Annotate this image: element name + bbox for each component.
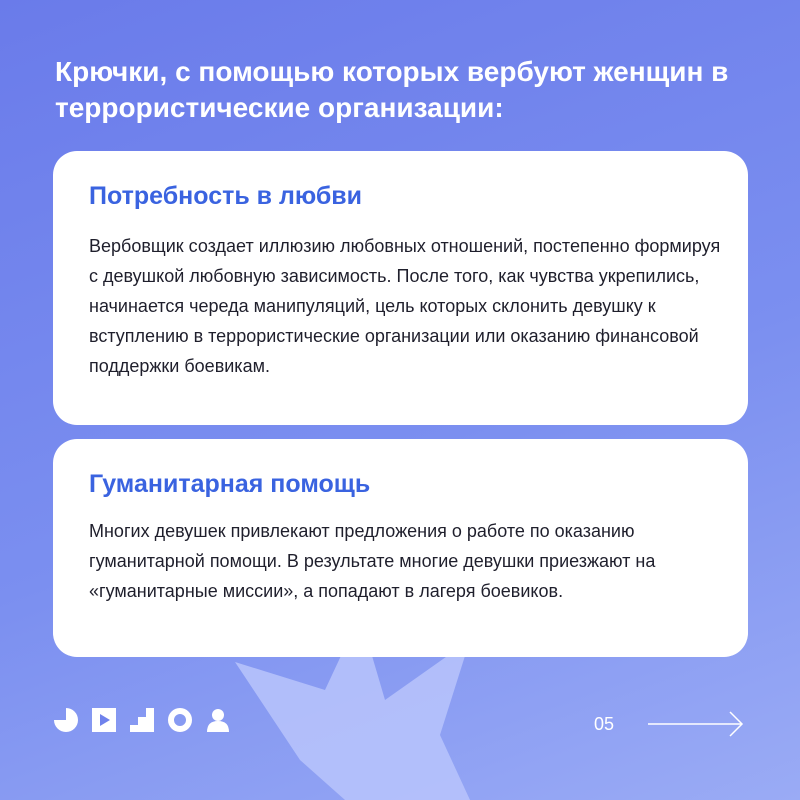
play-square-icon (91, 707, 117, 733)
card-title: Гуманитарная помощь (89, 470, 371, 498)
card-title: Потребность в любви (89, 182, 363, 210)
headline: Крючки, с помощью которых вербуют женщин в террористические организации: (55, 56, 729, 123)
card-humanitarian (53, 439, 748, 657)
ring-icon (167, 707, 193, 733)
pie-shape-icon (53, 707, 79, 733)
person-icon (205, 707, 231, 733)
page-number: 05 (594, 714, 615, 734)
steps-icon (129, 707, 155, 733)
footer-icons (53, 707, 231, 733)
arrow-right-icon[interactable] (646, 710, 746, 738)
card-love (53, 151, 748, 425)
card-text: Вербовщик создает иллюзию любовных отношений, постепенно формируя с девушкой любовную зависимость. После того, как чувства укрепились, начинается череда манипуляций, цель которых склонить девушку к вступлению в террористические организации или оказанию финансовой поддержки боевикам. (89, 236, 721, 376)
card-text: Многих девушек привлекают предложения о работе по оказанию гуманитарной помощи. В результате многие девушки приезжают на «гуманитарные миссии», а попадают в лагеря боевиков. (89, 521, 656, 601)
